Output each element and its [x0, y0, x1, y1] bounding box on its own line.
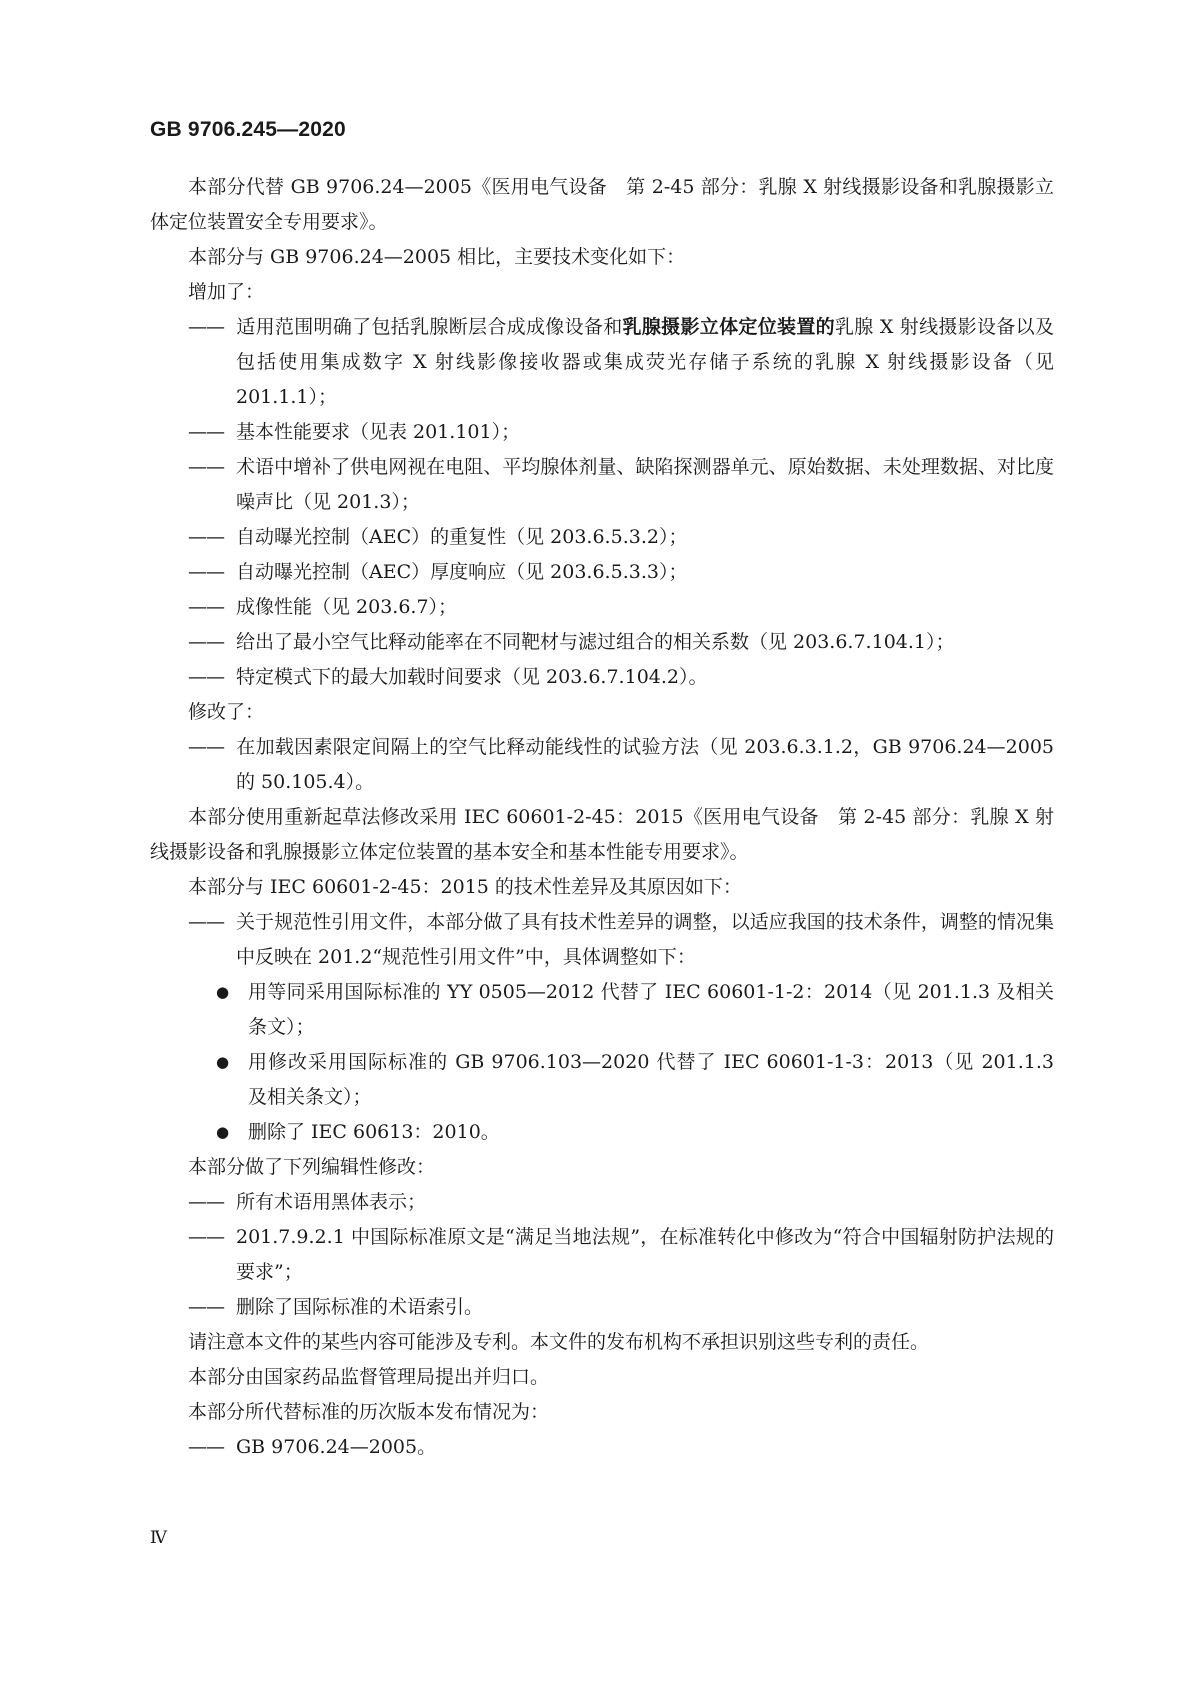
dash-mark: —— [188, 421, 224, 443]
dash-mark: —— [188, 316, 224, 338]
dash-mark: —— [188, 736, 224, 758]
list-item-text: 特定模式下的最大加载时间要求（见 203.6.7.104.2）。 [236, 666, 708, 688]
list-item-added-performance [150, 415, 1054, 450]
bold-term: 乳腺摄影立体定位装置的 [622, 316, 835, 338]
dash-mark: —— [188, 456, 224, 478]
dash-mark: —— [188, 1191, 224, 1213]
paragraph-editorial-intro: 本部分做了下列编辑性修改： [188, 1156, 436, 1178]
list-item-text: 自动曝光控制（AEC）的重复性（见 203.6.5.3.2）； [236, 526, 688, 548]
dash-mark: —— [188, 631, 224, 653]
dash-mark: —— [188, 911, 224, 933]
list-item-added-scope [150, 310, 1054, 415]
list-item-text: GB 9706.24—2005。 [236, 1436, 437, 1458]
paragraph-history-intro: 本部分所代替标准的历次版本发布情况为： [188, 1401, 550, 1423]
list-item-added-terms [150, 450, 1054, 520]
bullet-text: 用修改采用国际标准的 GB 9706.103—2020 代替了 IEC 60601-1-3：2013（见 201.1.3 及相关条文）； [248, 1051, 1054, 1108]
foreword-body [150, 170, 1054, 1465]
dash-mark: —— [188, 596, 224, 618]
list-item-text: 所有术语用黑体表示； [236, 1191, 427, 1213]
dash-mark: —— [188, 526, 224, 548]
dash-mark: —— [188, 1296, 224, 1318]
list-item-text: 删除了国际标准的术语索引。 [236, 1296, 484, 1318]
list-item-modified-linearity [150, 730, 1054, 800]
list-item-text: 乳腺 X 射线摄影设备以及包括使用集成数字 X 射线影像接收器或集成荧光存储子系统的乳腺 X 射线摄影设备（见 201.1.1）； [236, 316, 1054, 408]
list-item-normative-references [150, 905, 1054, 975]
list-item-text: 术语中增补了供电网视在电阻、平均腺体剂量、缺陷探测器单元、原始数据、未处理数据、对比度噪声比（见 201.3）； [236, 456, 1054, 513]
list-item-added-loading-time [150, 660, 1054, 695]
bullet-item-gb9706-103 [150, 1045, 1054, 1115]
bullet-text: 用等同采用国际标准的 YY 0505—2012 代替了 IEC 60601-1-2：2014（见 201.1.3 及相关条文）； [248, 981, 1054, 1038]
modified-heading: 修改了： [188, 701, 265, 723]
bullet-text: 删除了 IEC 60613：2010。 [248, 1121, 500, 1143]
bullet-item-yy0505 [150, 975, 1054, 1045]
dash-mark: —— [188, 666, 224, 688]
list-item-edit-terms [150, 1185, 1054, 1220]
bullet-icon: ● [216, 1123, 230, 1141]
list-item-text: 在加载因素限定间隔上的空气比释动能线性的试验方法（见 203.6.3.1.2，GB 9706.24—2005 的 50.105.4）。 [236, 736, 1054, 793]
paragraph-proposer: 本部分由国家药品监督管理局提出并归口。 [188, 1366, 550, 1388]
list-item-text: 自动曝光控制（AEC）厚度响应（见 203.6.5.3.3）； [236, 561, 688, 583]
paragraph-changes-intro: 本部分与 GB 9706.24—2005 相比，主要技术变化如下： [188, 246, 686, 268]
list-item-added-aec-thickness [150, 555, 1054, 590]
list-item-edit-index [150, 1290, 1054, 1325]
dash-mark: —— [188, 561, 224, 583]
list-item-edit-regulation [150, 1220, 1054, 1290]
paragraph-replaces: 本部分代替 GB 9706.24—2005《医用电气设备 第 2-45 部分：乳腺 X 射线摄影设备和乳腺摄影立体定位装置安全专用要求》。 [150, 176, 1054, 233]
bullet-icon: ● [216, 1053, 230, 1071]
list-item-text: 201.7.9.2.1 中国际标准原文是“满足当地法规”，在标准转化中修改为“符合中国辐射防护法规的要求”； [236, 1226, 1054, 1283]
paragraph-patent-notice: 请注意本文件的某些内容可能涉及专利。本文件的发布机构不承担识别这些专利的责任。 [188, 1331, 930, 1353]
paragraph-adoption: 本部分使用重新起草法修改采用 IEC 60601-2-45：2015《医用电气设备 第 2-45 部分：乳腺 X 射线摄影设备和乳腺摄影立体定位装置的基本安全和基本性能专用要求》。 [150, 806, 1054, 863]
list-item-text: 基本性能要求（见表 201.101）； [236, 421, 521, 443]
page-number: Ⅳ [150, 1528, 167, 1548]
list-item-history [150, 1430, 1054, 1465]
paragraph-differences-intro: 本部分与 IEC 60601-2-45：2015 的技术性差异及其原因如下： [188, 876, 742, 898]
list-item-text: 给出了最小空气比释动能率在不同靶材与滤过组合的相关系数（见 203.6.7.104.1）； [236, 631, 955, 653]
bullet-icon: ● [216, 983, 230, 1001]
dash-mark: —— [188, 1226, 224, 1248]
bullet-item-iec60613 [150, 1115, 1054, 1150]
list-item-text: 关于规范性引用文件，本部分做了具有技术性差异的调整，以适应我国的技术条件，调整的情况集中反映在 201.2“规范性引用文件”中，具体调整如下： [236, 911, 1054, 968]
list-item-added-aec-repeatability [150, 520, 1054, 555]
list-item-added-kerma-rate [150, 625, 1054, 660]
added-heading: 增加了： [188, 281, 265, 303]
dash-mark: —— [188, 1436, 224, 1458]
list-item-added-imaging [150, 590, 1054, 625]
document-id: GB 9706.245—2020 [150, 118, 346, 141]
list-item-text: 成像性能（见 203.6.7）； [236, 596, 458, 618]
list-item-text: 适用范围明确了包括乳腺断层合成成像设备和 [236, 316, 623, 338]
